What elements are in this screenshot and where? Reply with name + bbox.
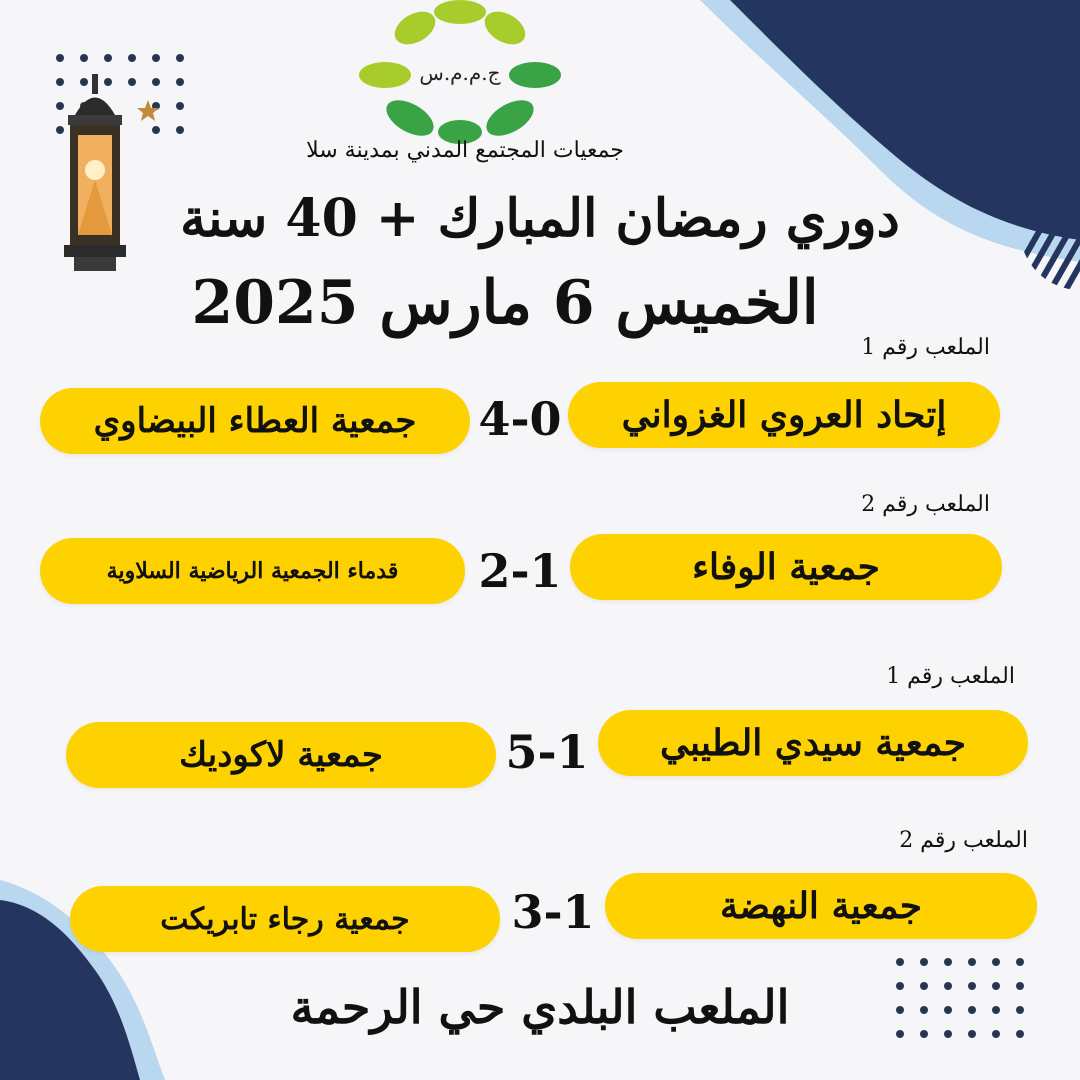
match-4-field-label: الملعب رقم 2	[899, 828, 1028, 853]
match-1-home-team: إتحاد العروي الغزواني	[568, 382, 1000, 448]
match-2-score: 2-1	[478, 544, 562, 598]
venue-label: الملعب البلدي حي الرحمة	[290, 980, 790, 1034]
association-logo	[355, 0, 565, 145]
logo-text: ج.م.م.س	[419, 61, 501, 85]
organization-caption: جمعيات المجتمع المدني بمدينة سلا	[306, 138, 624, 163]
ramadan-lantern-icon	[30, 60, 170, 290]
match-3-field-label: الملعب رقم 1	[886, 664, 1015, 689]
match-3-away-team: جمعية لاكوديك	[66, 722, 496, 788]
match-2-away-team: قدماء الجمعية الرياضية السلاوية	[40, 538, 465, 604]
match-4-score: 3-1	[511, 885, 595, 939]
match-3-score: 5-1	[505, 725, 589, 779]
match-2-home-team: جمعية الوفاء	[570, 534, 1002, 600]
page-title: دوري رمضان المبارك + 40 سنة	[180, 188, 900, 249]
match-4-home-team: جمعية النهضة	[605, 873, 1037, 939]
match-4-away-team: جمعية رجاء تابريكت	[70, 886, 500, 952]
match-1-away-team: جمعية العطاء البيضاوي	[40, 388, 470, 454]
match-1-score: 4-0	[478, 392, 562, 446]
match-3-home-team: جمعية سيدي الطيبي	[598, 710, 1028, 776]
match-2-field-label: الملعب رقم 2	[861, 492, 990, 517]
match-1-field-label: الملعب رقم 1	[861, 335, 990, 360]
event-date: الخميس 6 مارس 2025	[191, 268, 819, 338]
